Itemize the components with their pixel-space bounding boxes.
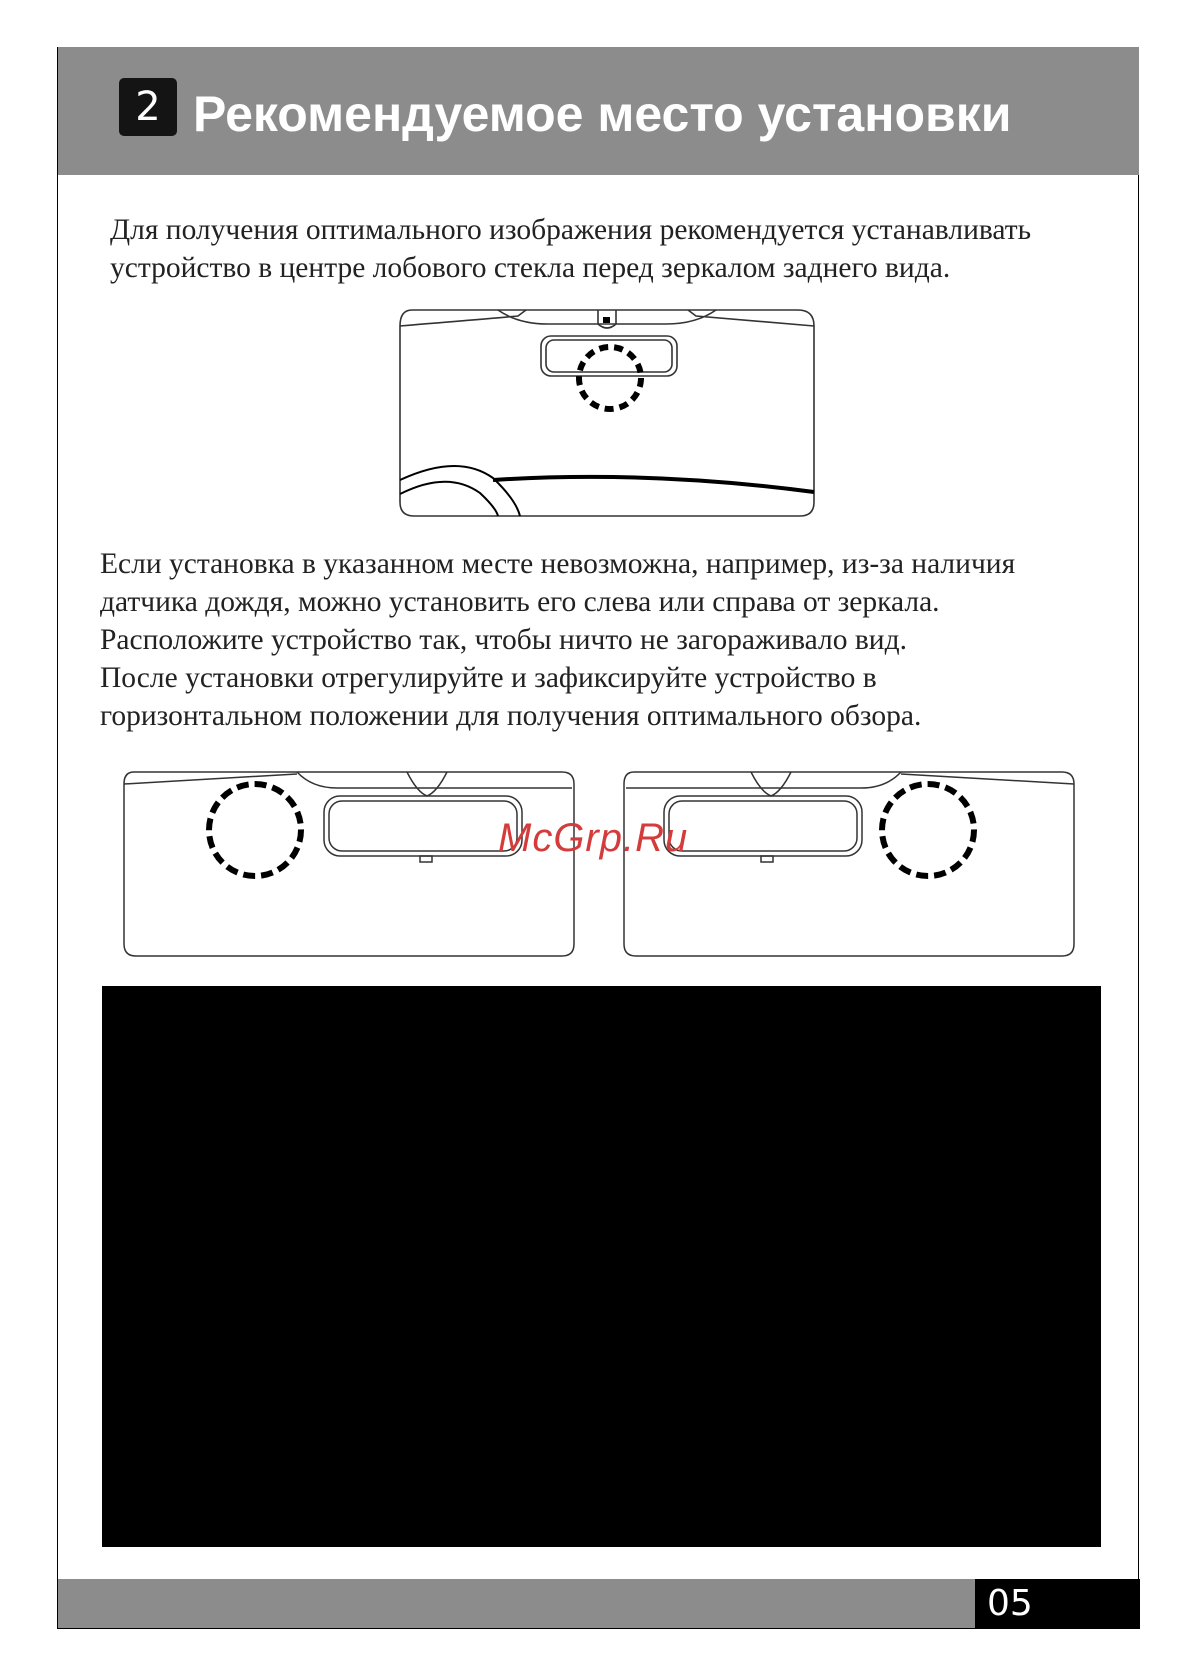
windshield-right-illustration	[622, 770, 1076, 958]
windshield-left-illustration	[122, 770, 576, 958]
alternative-line: датчика дождя, можно установить его слева или справа от зеркала.	[100, 586, 940, 618]
section-title: Рекомендуемое место установки	[193, 86, 1012, 142]
watermark-text: McGrp.Ru	[498, 816, 689, 860]
alternative-paragraph	[100, 545, 1015, 735]
alternative-line: Расположите устройство так, чтобы ничто не загораживало вид.	[100, 624, 907, 656]
alternative-line: Если установка в указанном месте невозможна, например, из-за наличия	[100, 548, 1016, 580]
alternative-line: горизонтальном положении для получения оптимального обзора.	[100, 700, 922, 732]
footer-band	[58, 1579, 975, 1628]
section-number-badge: 2	[119, 78, 177, 136]
intro-line: Для получения оптимального изображения рекомендуется устанавливать	[110, 214, 1032, 246]
alternative-line: После установки отрегулируйте и зафиксируйте устройство в	[100, 662, 877, 694]
page-number: 05	[975, 1579, 1140, 1629]
black-image-area	[102, 986, 1101, 1547]
windshield-center-illustration	[398, 308, 816, 518]
intro-paragraph	[110, 211, 1031, 287]
intro-line: устройство в центре лобового стекла перед зеркалом заднего вида.	[110, 252, 951, 284]
